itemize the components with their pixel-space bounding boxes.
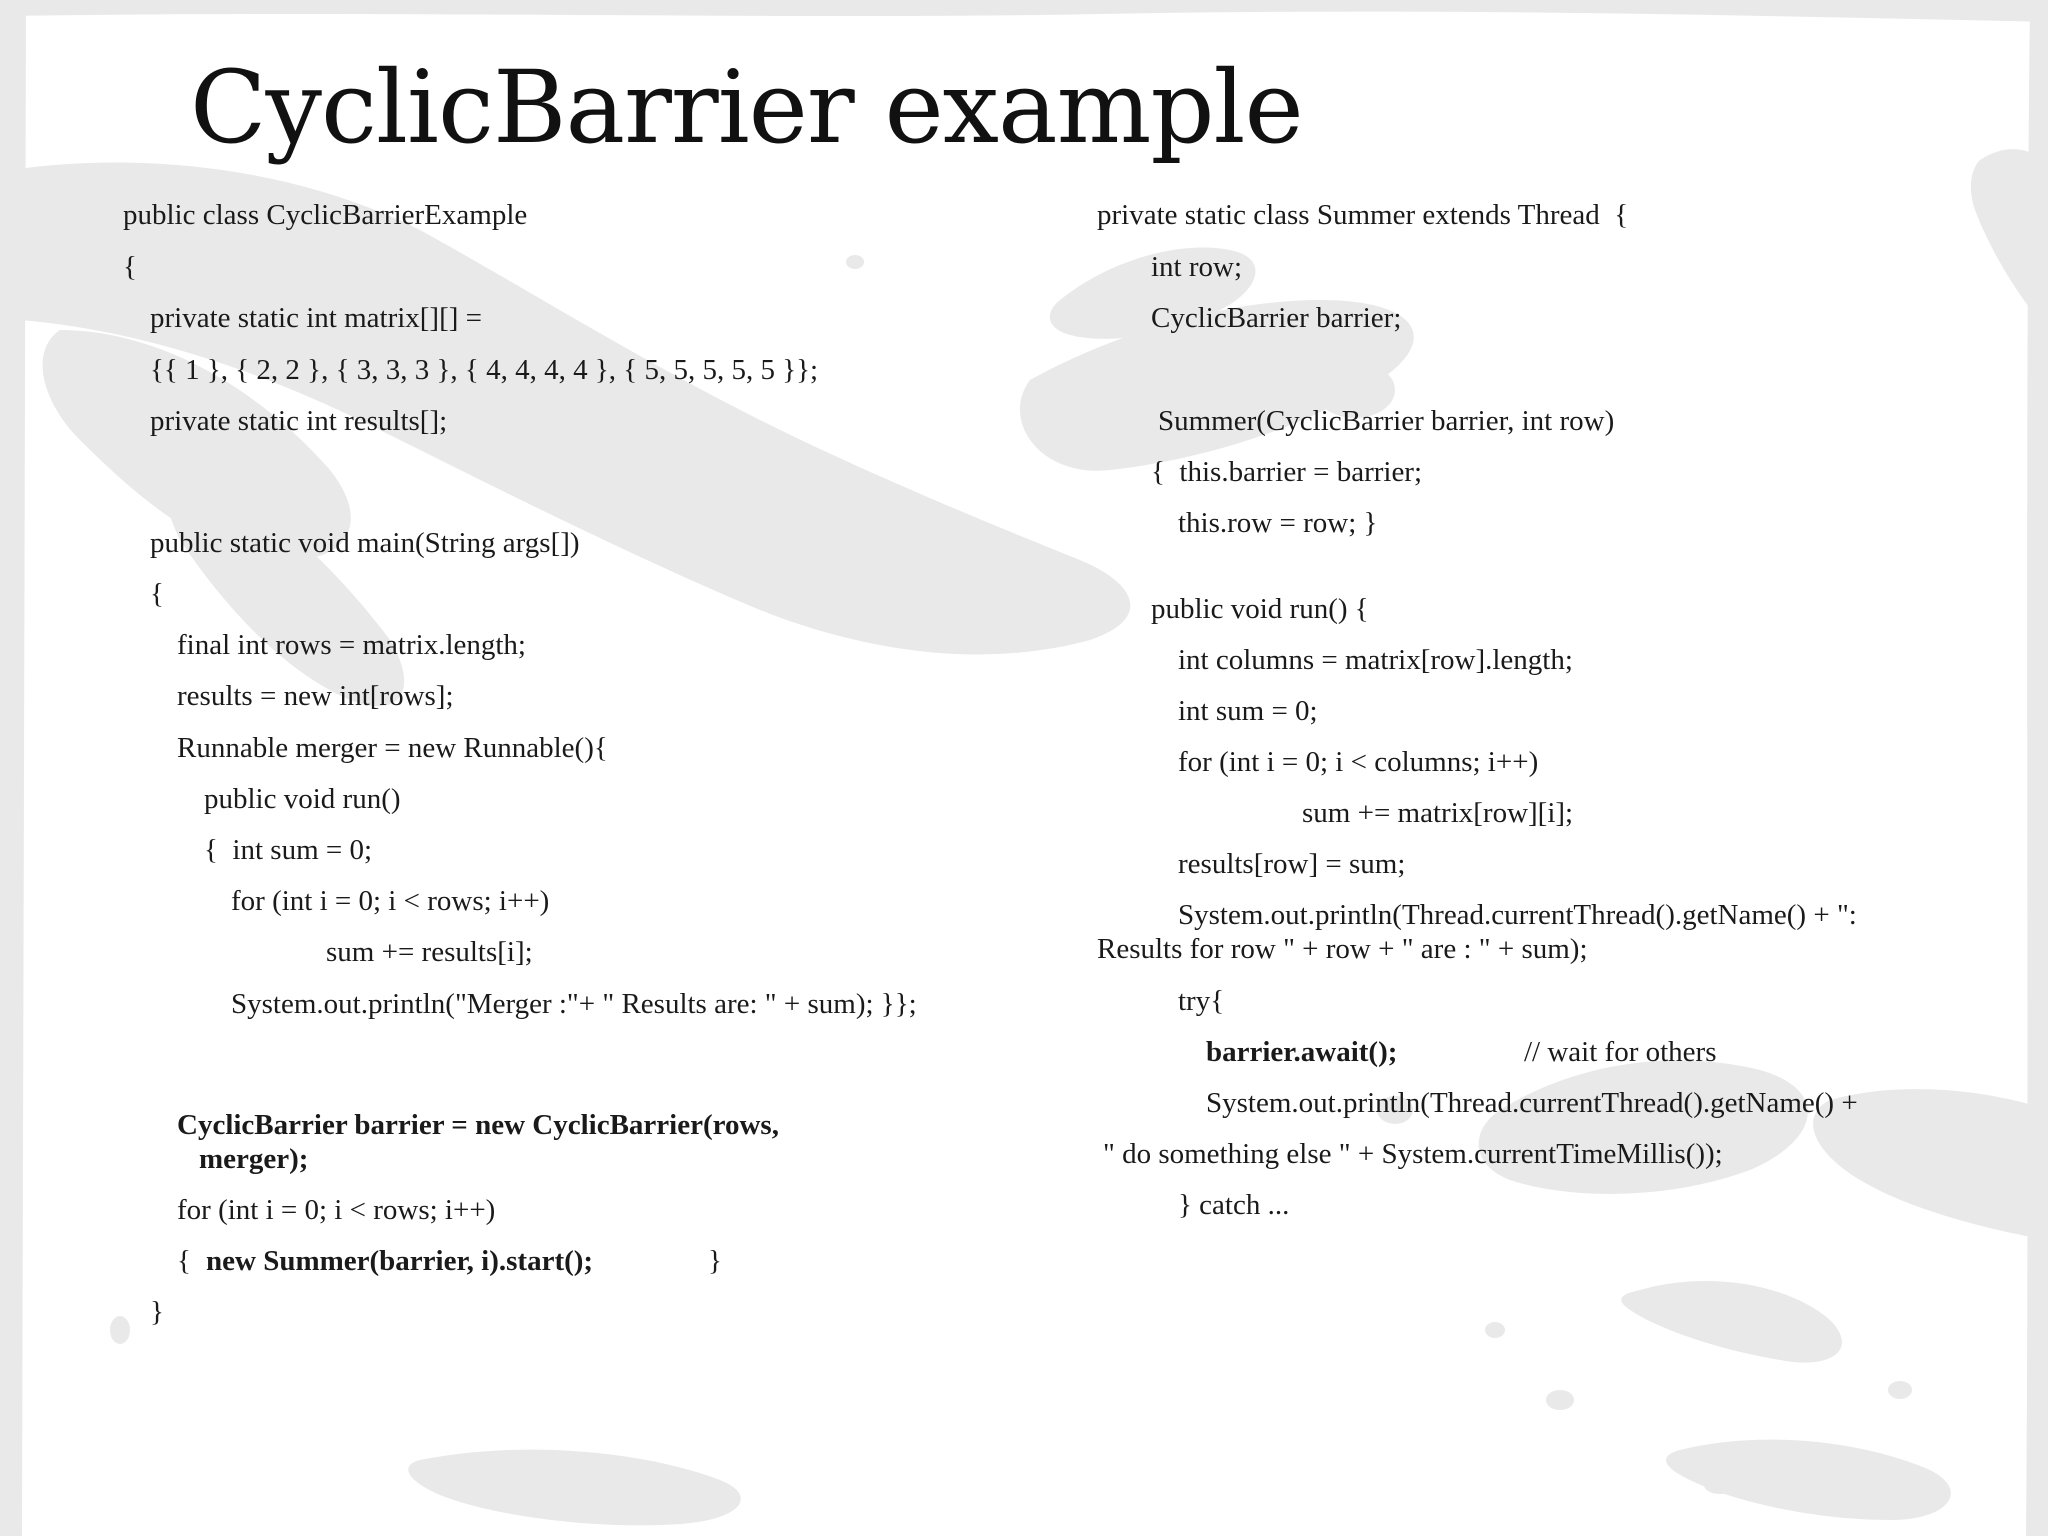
code-line: final int rows = matrix.length; xyxy=(177,629,526,661)
code-line: { xyxy=(177,1245,191,1277)
code-line: { this.barrier = barrier; xyxy=(1151,456,1423,488)
code-line: try{ xyxy=(1178,985,1225,1017)
code-line: this.row = row; } xyxy=(1178,507,1378,539)
code-line: {{ 1 }, { 2, 2 }, { 3, 3, 3 }, { 4, 4, 4, 4 }, { 5, 5, 5, 5, 5 }}; xyxy=(150,354,819,386)
code-line-bold: merger); xyxy=(199,1143,309,1175)
code-comment: // wait for others xyxy=(1524,1036,1717,1068)
code-line: Results for row " + row + " are : " + sum); xyxy=(1097,933,1588,965)
code-line: private static class Summer extends Thread { xyxy=(1097,199,1629,231)
code-line-bold: new Summer(barrier, i).start(); xyxy=(206,1245,594,1277)
code-line: sum += results[i]; xyxy=(326,936,533,968)
code-line: int columns = matrix[row].length; xyxy=(1178,644,1573,676)
code-line: Runnable merger = new Runnable(){ xyxy=(177,732,608,764)
code-line: Summer(CyclicBarrier barrier, int row) xyxy=(1158,405,1615,437)
code-line: for (int i = 0; i < rows; i++) xyxy=(231,885,550,917)
code-line: " do something else " + System.currentTimeMillis()); xyxy=(1103,1138,1723,1170)
code-line-bold: CyclicBarrier barrier = new CyclicBarrier(rows, xyxy=(177,1109,779,1141)
code-line: private static int results[]; xyxy=(150,405,448,437)
code-line: { xyxy=(150,578,164,610)
code-line: System.out.println(Thread.currentThread().getName() + xyxy=(1206,1087,1858,1119)
code-line: { int sum = 0; xyxy=(204,834,373,866)
code-line: } xyxy=(150,1296,164,1328)
code-line-bold: barrier.await(); xyxy=(1206,1036,1398,1068)
code-line: int row; xyxy=(1151,251,1243,283)
code-line: System.out.println(Thread.currentThread().getName() + ": xyxy=(1178,899,1857,931)
code-line: CyclicBarrier barrier; xyxy=(1151,302,1402,334)
code-line: public void run() { xyxy=(1151,593,1369,625)
code-line: for (int i = 0; i < rows; i++) xyxy=(177,1194,496,1226)
code-line: } xyxy=(708,1245,722,1277)
code-line: int sum = 0; xyxy=(1178,695,1318,727)
code-line: for (int i = 0; i < columns; i++) xyxy=(1178,746,1539,778)
code-line: } catch ... xyxy=(1178,1189,1290,1221)
code-line: private static int matrix[][] = xyxy=(150,302,483,334)
code-line: public void run() xyxy=(204,783,401,815)
code-line: { xyxy=(123,251,137,283)
code-line: public static void main(String args[]) xyxy=(150,527,580,559)
code-line: System.out.println("Merger :"+ " Results are: " + sum); }}; xyxy=(231,988,917,1020)
code-line: results[row] = sum; xyxy=(1178,848,1406,880)
code-line: sum += matrix[row][i]; xyxy=(1302,797,1574,829)
slide-title: CyclicBarrier example xyxy=(190,49,1303,166)
code-line: results = new int[rows]; xyxy=(177,680,454,712)
code-line: public class CyclicBarrierExample xyxy=(123,199,528,231)
